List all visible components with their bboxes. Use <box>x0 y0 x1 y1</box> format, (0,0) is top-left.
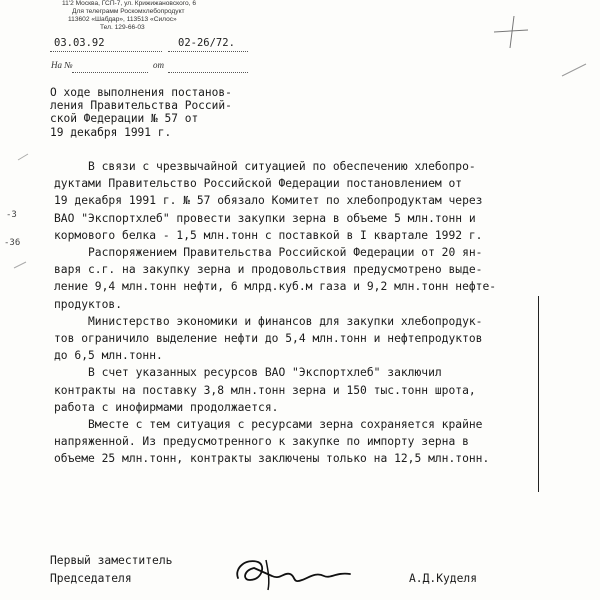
body-line: ление 9,4 млн.тонн нефти, 6 млрд.куб.м газа и 9,2 млн.тонн нефте- <box>54 280 497 294</box>
body-line: В связи с чрезвычайной ситуацией по обеспечению хлебопро- <box>54 160 476 173</box>
corner-pencil-tick <box>560 60 590 80</box>
document-subject <box>50 86 232 139</box>
body-line: работа с инофирмами продолжается. <box>54 400 279 414</box>
subject-line: О ходе выполнения постанов- <box>50 86 232 99</box>
corner-pencil-mark <box>492 10 532 50</box>
body-line: Министерство экономики и финансов для закупки хлебопродук- <box>54 314 483 328</box>
letterhead-telex: 113602 «Шабдар», 113513 «Силос» <box>68 16 177 23</box>
number-underline <box>168 51 248 52</box>
reference-no-label: На № <box>51 60 73 70</box>
signatory-title-line2: Председателя <box>50 572 132 585</box>
body-line: Распоряжением Правительства Российской Федерации от 20 ян- <box>54 246 483 260</box>
document-number: 02-26/72. <box>178 37 235 49</box>
body-line: Вместе с тем ситуация с ресурсами зерна сохраняется крайне <box>54 418 483 432</box>
body-line: тов ограничило выделение нефти до 5,4 млн.тонн и нефтепродуктов <box>54 332 483 346</box>
document-date: 03.03.92 <box>54 37 105 49</box>
document-body <box>54 158 496 468</box>
subject-line: 19 декабря 1991 г. <box>50 125 172 139</box>
body-line: до 6,5 млн.тонн. <box>54 349 163 363</box>
letterhead-telegram: Для телеграмм Роскомхлебопродукт <box>72 8 185 15</box>
body-line: дуктами Правительство Российской Федерации постановлением от <box>54 177 463 191</box>
body-line: напряженной. Из предусмотренного к закупке по импорту зерна в <box>54 435 469 449</box>
margin-mark-a: -3 <box>6 210 17 220</box>
body-line: 19 декабря 1991 г. № 57 обязало Комитет по хлебопродуктам через <box>54 194 483 208</box>
margin-vertical-mark <box>538 296 539 492</box>
margin-mark-b: -36 <box>4 238 21 248</box>
body-line: продуктов. <box>54 297 123 311</box>
reference-from-line <box>168 72 248 73</box>
handwritten-signature <box>232 550 362 595</box>
date-underline <box>50 51 162 52</box>
reference-from-label: от <box>153 60 164 70</box>
subject-line: ской Федерации № 57 от <box>50 112 199 126</box>
body-line: объеме 25 млн.тонн, контракты заключены только на 12,5 млн.тонн. <box>54 452 490 466</box>
body-line: контракты на поставку 3,8 млн.тонн зерна и 150 тыс.тонн шрота, <box>54 383 476 397</box>
margin-pencil-lines <box>0 150 30 280</box>
signatory-name: А.Д.Куделя <box>409 572 478 585</box>
signatory-title-line1: Первый заместитель <box>50 554 173 567</box>
letterhead-phone: Тел. 129-66-03 <box>100 24 145 31</box>
letterhead-address: 11'2 Москва, ГСП-7, ул. Крижижановского, 6 <box>62 0 197 7</box>
reference-no-line <box>72 72 148 73</box>
body-line: ВАО "Экспортхлеб" провести закупки зерна в объеме 5 млн.тонн и <box>54 211 476 225</box>
body-line: кормового белка - 1,5 млн.тонн с поставкой в I квартале 1992 г. <box>54 228 483 242</box>
subject-line: ления Правительства Россий- <box>50 99 232 113</box>
body-line: варя с.г. на закупку зерна и продовольствия предусмотрено выде- <box>54 263 483 277</box>
body-line: В счет указанных ресурсов ВАО "Экспортхлеб" заключил <box>54 366 442 380</box>
